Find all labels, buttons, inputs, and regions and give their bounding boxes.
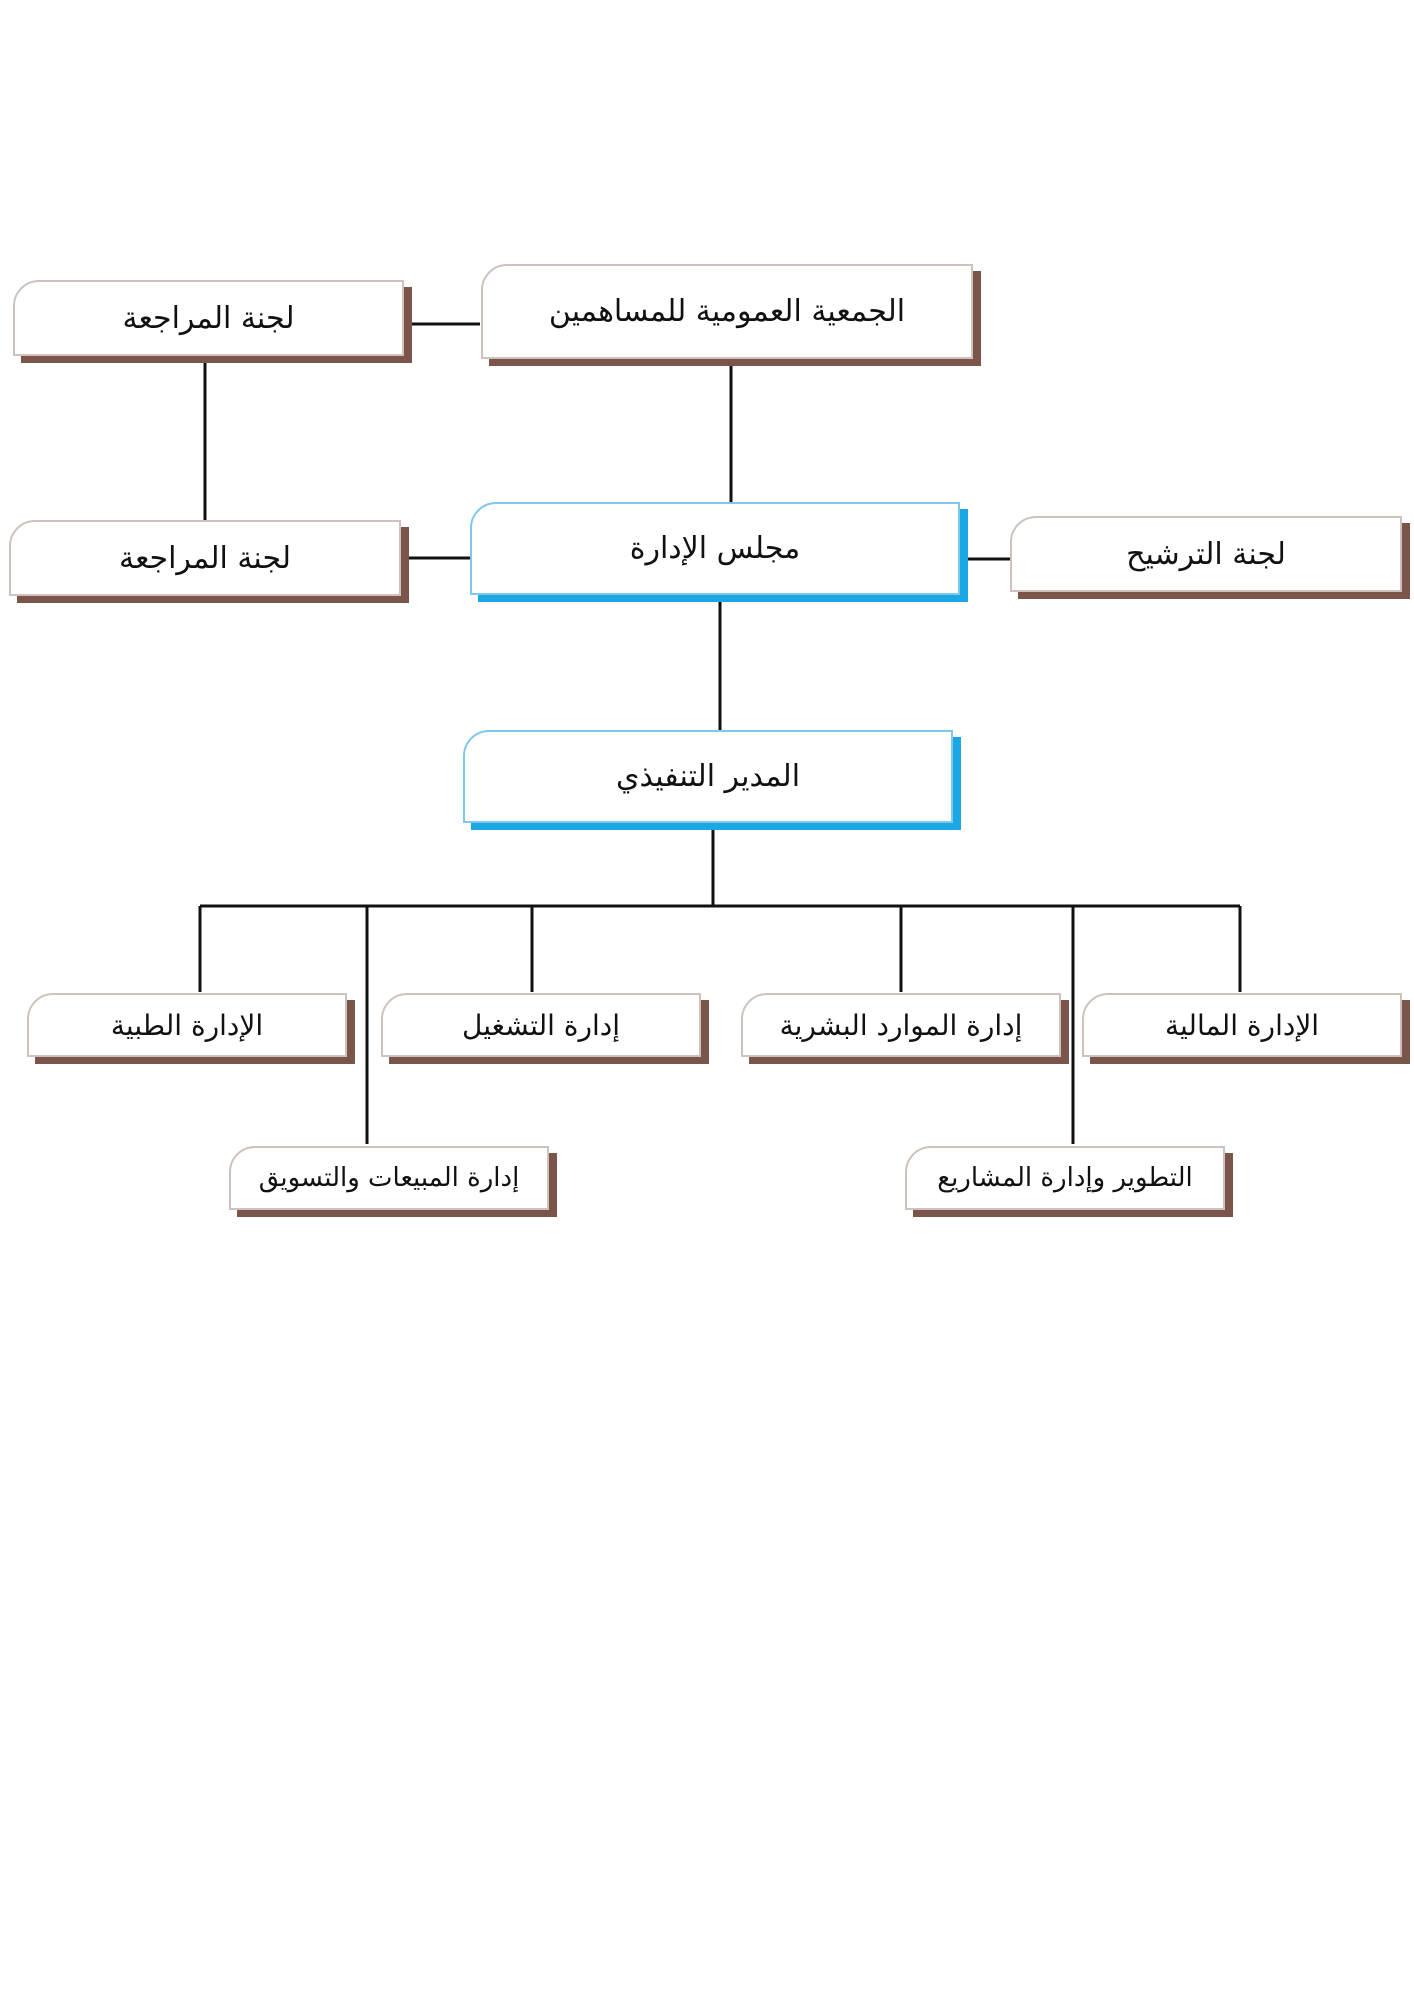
sales-marketing-dept-label: إدارة المبيعات والتسويق xyxy=(258,1163,520,1193)
sales-marketing-dept-box xyxy=(229,1146,549,1210)
ceo-box xyxy=(463,730,953,823)
development-projects-dept-label: التطوير وإدارة المشاريع xyxy=(937,1163,1193,1193)
audit-committee-label: لجنة المراجعة xyxy=(119,540,291,576)
audit-committee-top-label: لجنة المراجعة xyxy=(122,300,295,336)
ceo-label: المدير التنفيذي xyxy=(615,759,801,794)
general-assembly-box xyxy=(481,264,973,359)
hr-dept-box xyxy=(741,993,1061,1057)
nomination-committee-box xyxy=(1010,516,1402,592)
finance-dept-box xyxy=(1082,993,1402,1057)
operations-dept-label: إدارة التشغيل xyxy=(461,1008,621,1042)
general-assembly-label: الجمعية العمومية للمساهمين xyxy=(548,294,906,329)
audit-committee-box xyxy=(9,520,401,596)
medical-dept-label: الإدارة الطبية xyxy=(110,1008,264,1042)
finance-dept-label: الإدارة المالية xyxy=(1164,1008,1320,1042)
board-label: مجلس الإدارة xyxy=(629,531,801,566)
nomination-committee-label: لجنة الترشيح xyxy=(1126,536,1286,572)
medical-dept-box xyxy=(27,993,347,1057)
audit-committee-top-box xyxy=(13,280,404,356)
operations-dept-box xyxy=(381,993,701,1057)
hr-dept-label: إدارة الموارد البشرية xyxy=(779,1008,1023,1042)
development-projects-dept-box xyxy=(905,1146,1225,1210)
board-box xyxy=(470,502,960,595)
